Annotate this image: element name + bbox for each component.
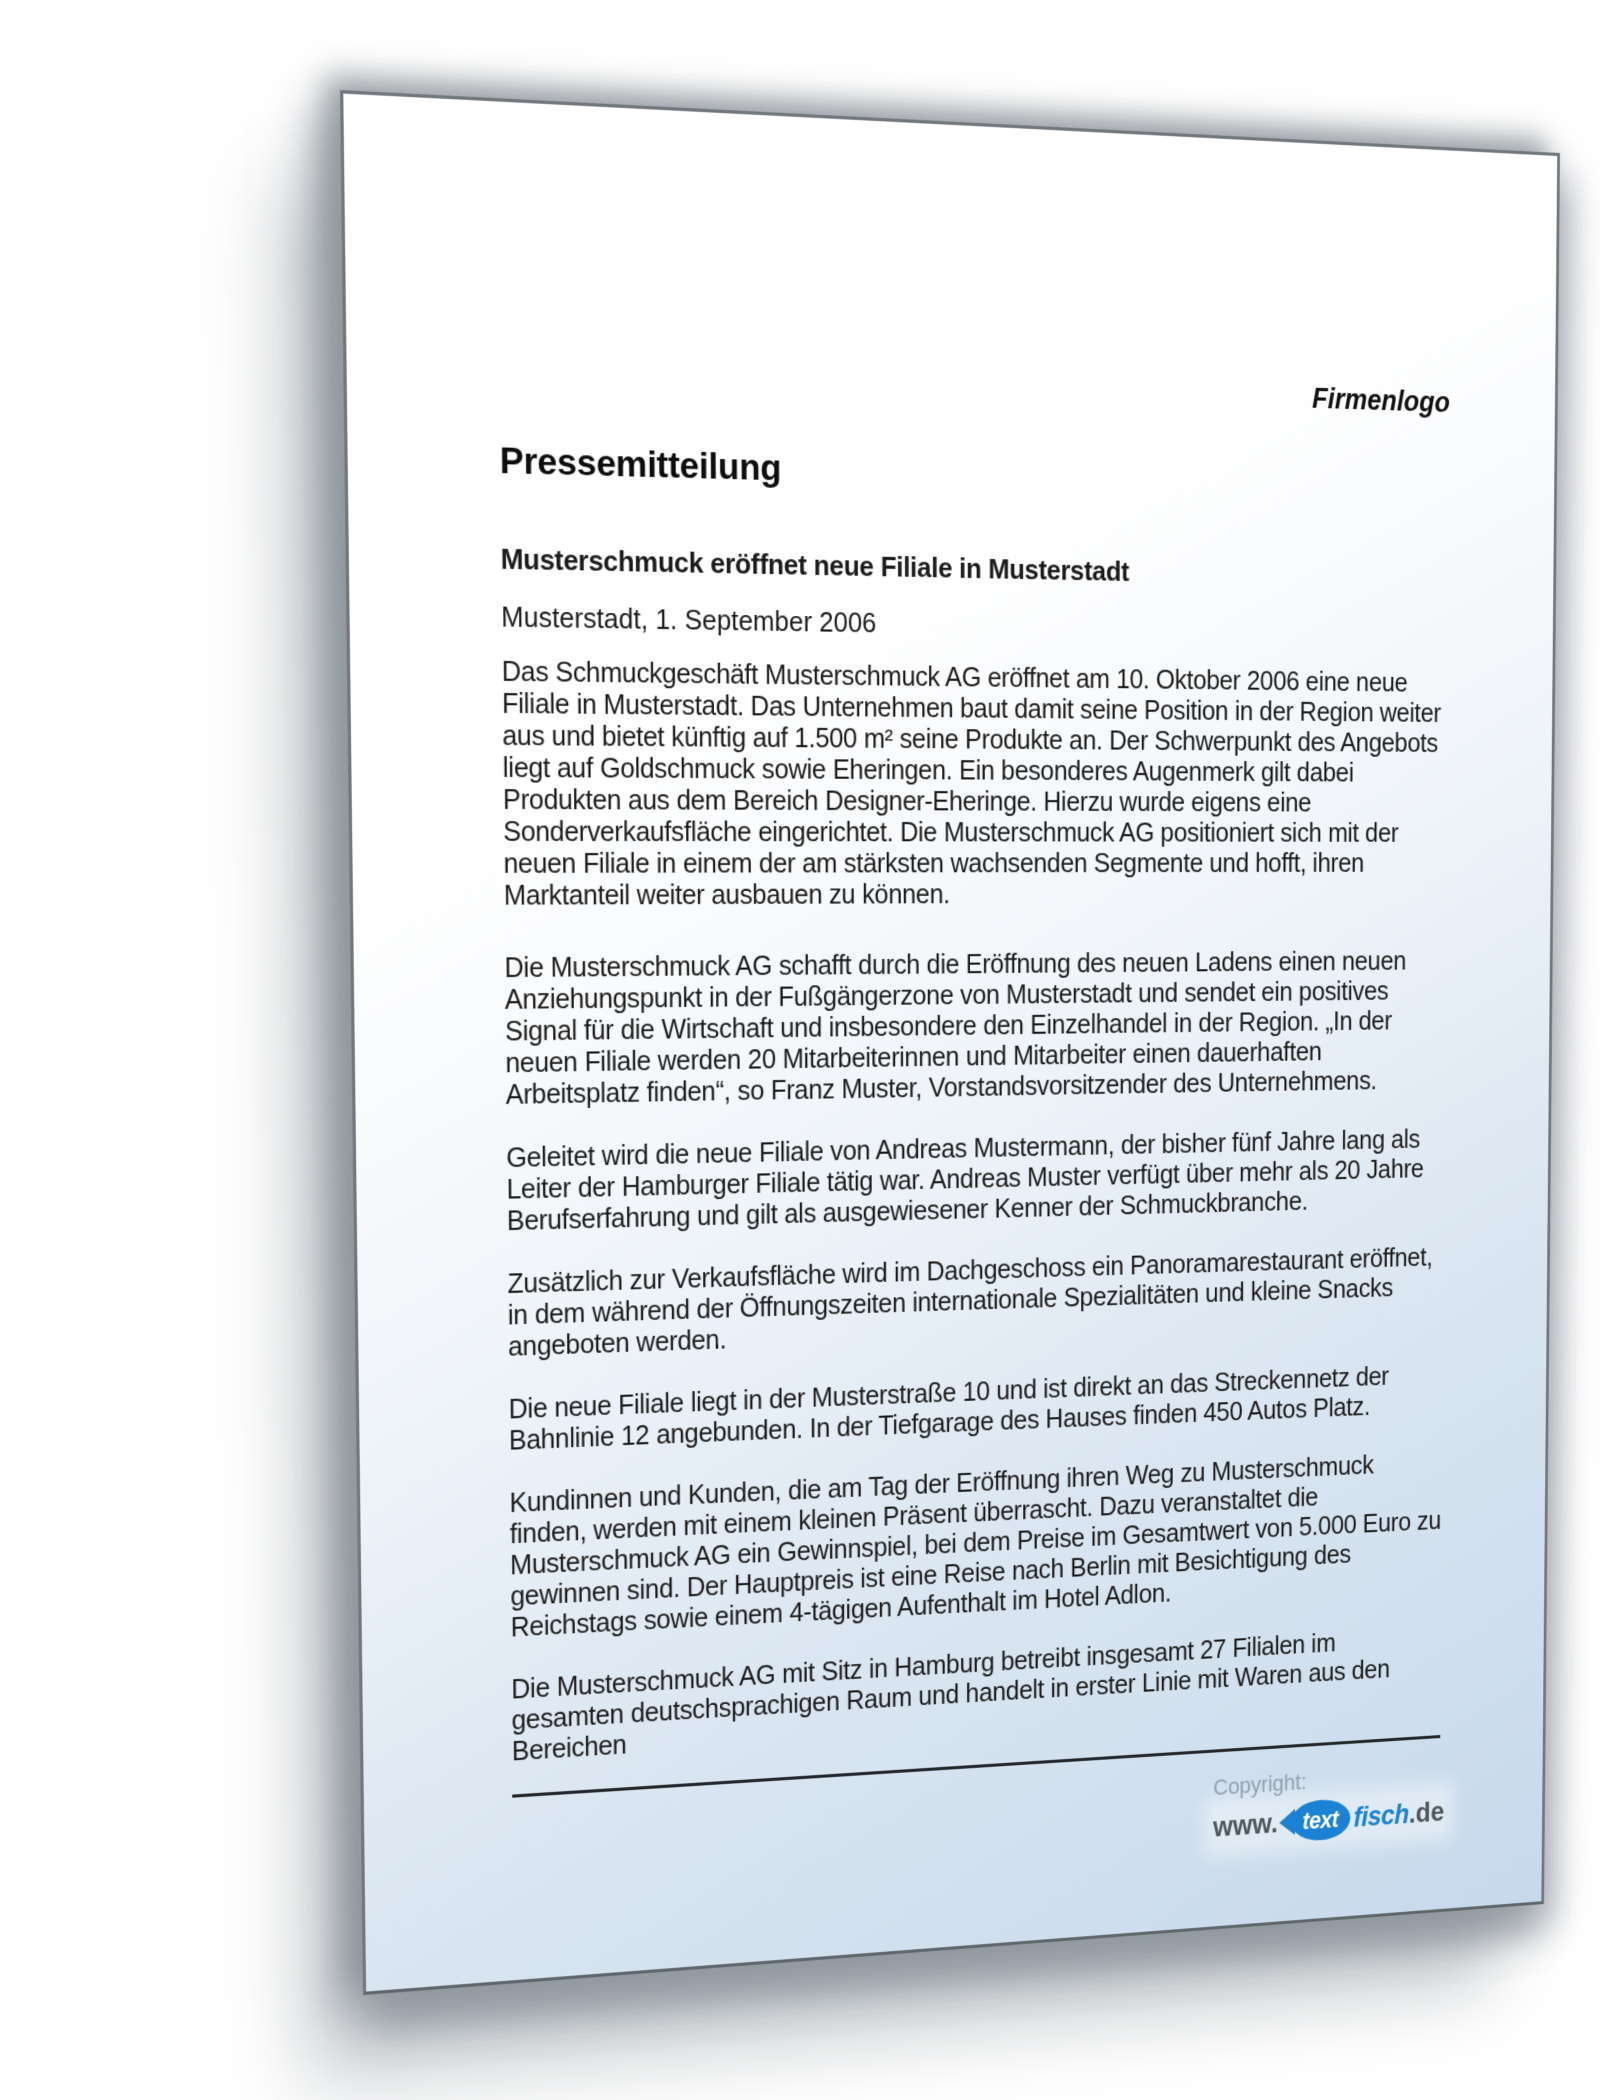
footer — [1213, 1760, 1445, 1848]
page-content — [496, 101, 1451, 1897]
dateline: Musterstadt, 1. September 2006 — [501, 602, 877, 639]
copyright-label: Copyright: — [1213, 1768, 1307, 1801]
body-paragraph-2: Die Musterschmuck AG schafft durch die Eröffnung des neuen Ladens einen neuen Anziehungspunkt in der Fußgängerzone von Musterstadt und sendet ein positives Signal für die Wirtschaft und insbesondere den Einzelhandel in der Region. „In der neuen Filiale werden 20 Mitarbeiterinnen und Mitarbeiter einen dauerhaften Arbeitsplatz finden“, so Franz Muster, Vorstandsvorsitzender des Unternehmens. — [504, 946, 1407, 1111]
body-paragraph-7: Die Musterschmuck AG mit Sitz in Hamburg betreibt insgesamt 27 Filialen im gesamten deutschsprachigen Raum und handelt in erster Linie mit Waren aus den Bereichen — [511, 1628, 1390, 1767]
fish-icon — [1291, 1798, 1350, 1842]
logo-www-text: www. — [1213, 1807, 1278, 1843]
press-release-title: Musterschmuck eröffnet neue Filiale in Musterstadt — [500, 542, 1130, 588]
body-paragraph-6: Kundinnen und Kunden, die am Tag der Eröffnung ihren Weg zu Musterschmuck finden, werden mit einem kleinen Präsent überrascht. Dazu veranstaltet die Musterschmuck AG ein Gewinnspiel, bei dem Preise im Gesamtwert von 5.000 Euro zu gewinnen sind. Der Hauptpreis ist eine Reise nach Berlin mit Besichtigung des Reichstags sowie einem 4-tägigen Aufenthalt im Hotel Adlon. — [509, 1451, 1442, 1644]
body-paragraph-3: Geleitet wird die neue Filiale von Andreas Mustermann, der bisher fünf Jahre lang als Leiter der Hamburger Filiale tätig war. Andreas Muster verfügt über mehr als 20 Jahre Berufserfahrung und gilt als ausgewiesener Kenner der Schmuckbranche. — [506, 1125, 1424, 1237]
press-release-page — [340, 90, 1560, 1995]
logo-de-text: .de — [1408, 1796, 1445, 1829]
body-paragraph-1: Das Schmuckgeschäft Musterschmuck AG eröffnet am 10. Oktober 2006 eine neue Filiale in Musterstadt. Das Unternehmen baut damit seine Position in der Region weiter aus und bietet künftig auf 1.500 m² seine Produkte an. Der Schwerpunkt des Angebots liegt auf Goldschmuck sowie Eheringen. Ein besonderes Augenmerk gilt dabei Produkten aus dem Bereich Designer-Eheringe. Hierzu wurde eigens eine Sonderverkaufsfläche eingerichtet. Die Musterschmuck AG positioniert sich mit der neuen Filiale in einem der am stärksten wachsenden Segmente und hofft, ihren Marktanteil weiter ausbauen zu können. — [501, 656, 1442, 912]
textfisch-logo — [1213, 1792, 1444, 1848]
body-paragraph-4: Zusätzlich zur Verkaufsfläche wird im Dachgeschoss ein Panoramarestaurant eröffnet, in dem während der Öffnungszeiten internationale Spezialitäten und kleine Snacks angeboten werden. — [507, 1243, 1433, 1363]
document-heading: Pressemitteilung — [499, 439, 782, 490]
logo-text-label: text — [1302, 1805, 1339, 1834]
company-logo-placeholder: Firmenlogo — [1312, 382, 1451, 419]
body-paragraph-5: Die neue Filiale liegt in der Musterstraße 10 und ist direkt an das Streckennetz der Bahnlinie 12 angebunden. In der Tiefgarage des Hauses finden 450 Autos Platz. — [508, 1362, 1389, 1457]
fish-tail-icon — [1279, 1809, 1295, 1836]
logo-fisch-text: fisch — [1353, 1798, 1409, 1833]
